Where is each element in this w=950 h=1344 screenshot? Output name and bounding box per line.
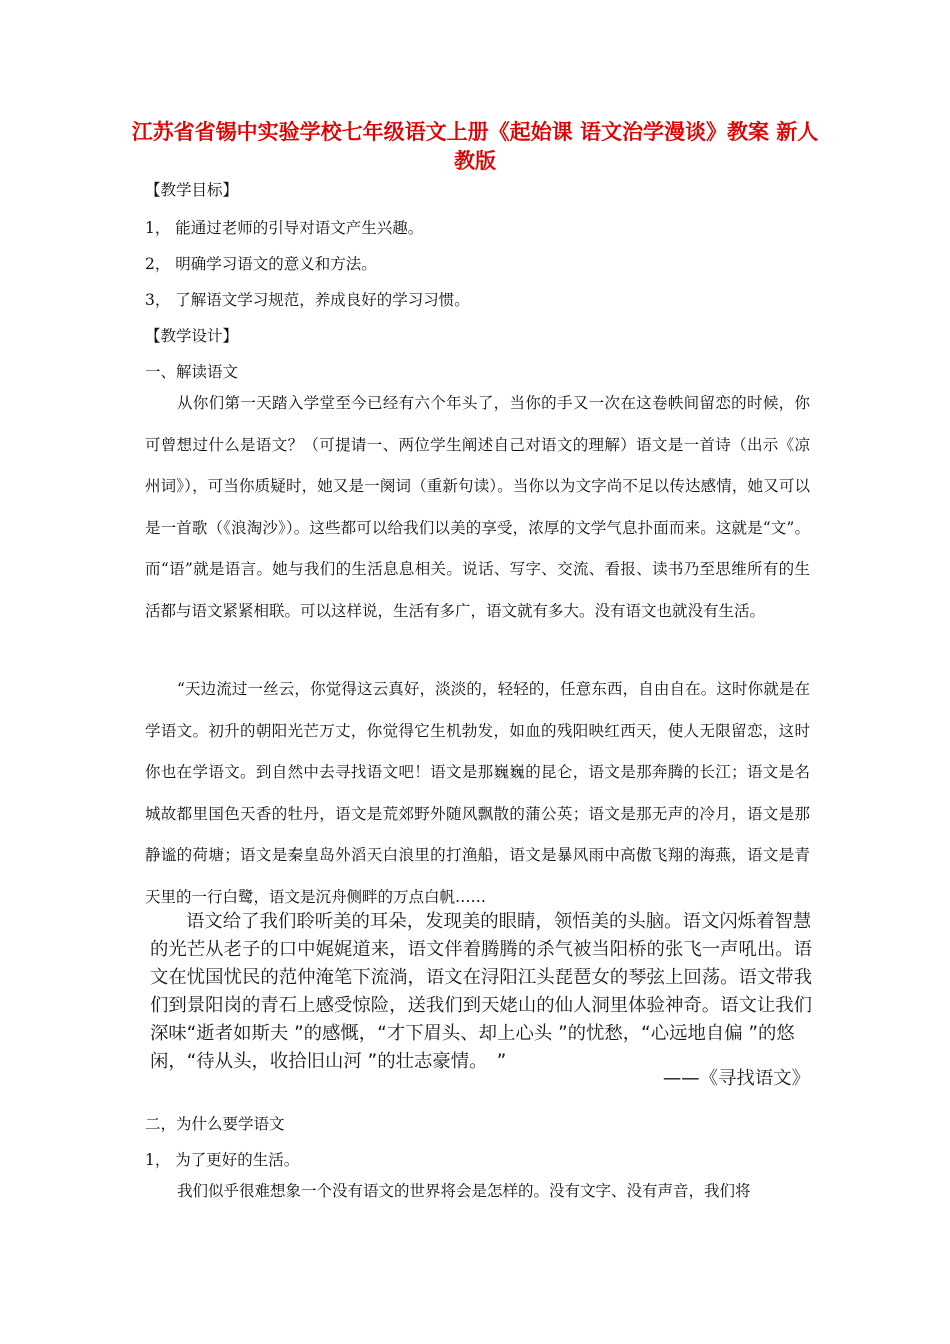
- document-title: 江苏省省锡中实验学校七年级语文上册《起始课 语文治学漫谈》教案 新人教版: [131, 120, 819, 173]
- section-1-heading: 一、解读语文: [145, 363, 239, 381]
- quote-source: ——《寻找语文》: [662, 1068, 810, 1089]
- objective-item-2: 2， 明确学习语文的意义和方法。: [145, 255, 377, 273]
- section-2-heading: 二，为什么要学语文: [145, 1115, 285, 1133]
- objective-item-3: 3， 了解语文学习规范，养成良好的学习习惯。: [145, 291, 470, 309]
- section-1-paragraph-2: “天边流过一丝云，你觉得这云真好，淡淡的，轻轻的，任意东西，自由自在。这时你就是在学语文。初升的朝阳光芒万丈，你觉得它生机勃发，如血的残阳映红西天，使人无限留恋，这时你也在学语文。到自然中去寻找语文吧！语文是那巍巍的昆仑，语文是那奔腾的长江；语文是名城故都里国色天香的牡丹，语文是荒郊野外随风飘散的蒲公英；语文是那无声的冷月，语文是那静谧的荷塘；语文是秦皇岛外滔天白浪里的打渔船，语文是暴风雨中高傲飞翔的海燕，语文是青天里的一行白鹭，语文是沉舟侧畔的万点白帆……: [145, 680, 810, 906]
- section-2-paragraph-1: 我们似乎很难想象一个没有语文的世界将会是怎样的。没有文字、没有声音，我们将: [177, 1182, 751, 1200]
- section-2-item-1: 1， 为了更好的生活。: [145, 1151, 300, 1169]
- section-1-paragraph-1: 从你们第一天踏入学堂至今已经有六个年头了，当你的手又一次在这卷帙间留恋的时候，你可曾想过什么是语文？（可提请一、两位学生阐述自己对语文的理解）语文是一首诗（出示《凉州词》），可当你质疑时，她又是一阕词（重新句读）。当你以为文字尚不足以传达感情，她又可以是一首歌（《浪淘沙》）。这些都可以给我们以美的享受，浓厚的文学气息扑面而来。这就是“文”。而“语”就是语言。她与我们的生活息息相关。说话、写字、交流、看报、读书乃至思维所有的生活都与语文紧紧相联。可以这样说，生活有多广，语文就有多大。没有语文也就没有生活。: [145, 394, 810, 620]
- objective-item-1: 1， 能通过老师的引导对语文产生兴趣。: [145, 219, 424, 237]
- objectives-heading: 【教学目标】: [145, 181, 239, 199]
- quote-image-text: 语文给了我们聆听美的耳朵，发现美的眼睛，领悟美的头脑。语文闪烁着智慧的光芒从老子的口中娓娓道来，语文伴着腾腾的杀气被当阳桥的张飞一声吼出。语文在忧国忧民的范仲淹笔下流淌，语文在浔阳江头琵琶女的琴弦上回荡。语文带我们到景阳岗的青石上感受惊险，送我们到天姥山的仙人洞里体验神奇。语文让我们深味“逝者如斯夫 ”的感慨，“才下眉头、却上心头 ”的忧愁，“心远地自偏 ”的悠闲，“待从头，收拾旧山河 ”的壮志豪情。 ”: [150, 911, 813, 1072]
- design-heading: 【教学设计】: [145, 327, 239, 345]
